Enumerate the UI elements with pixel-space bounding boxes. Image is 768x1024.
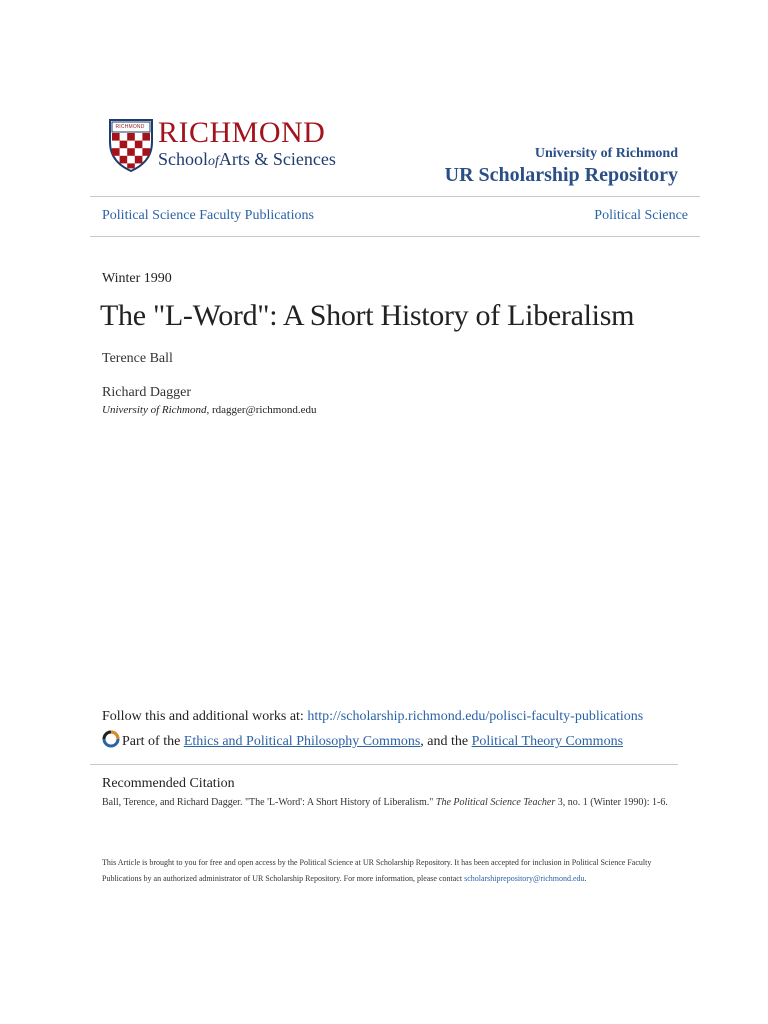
notice-text: This Article is brought to you for free and open access by the Political Science at UR Scholarship Repository. It has been accepted for inclusion in Political Science Faculty Publications by an authorized administrator of UR Scholarship Repository. For more information, please contact <box>102 858 652 883</box>
author-institution: University of Richmond <box>102 404 207 416</box>
shield-banner-text: RICHMOND <box>115 124 145 130</box>
citation-part-a: Ball, Terence, and Richard Dagger. "The 'L-Word': A Short History of Liberalism." <box>102 797 436 808</box>
divider-top <box>90 196 700 197</box>
logo-school-name <box>158 148 336 173</box>
divider-nav <box>90 236 700 237</box>
repository-branding[interactable] <box>445 145 678 187</box>
citation-heading: Recommended Citation <box>102 776 235 791</box>
author-affiliation <box>102 402 317 418</box>
contact-email-link[interactable]: scholarshiprepository@richmond.edu <box>464 874 585 883</box>
political-theory-commons-link[interactable]: Political Theory Commons <box>471 734 624 749</box>
collection-link[interactable]: Political Science Faculty Publications <box>102 208 314 223</box>
follow-url-link[interactable]: http://scholarship.richmond.edu/polisci-faculty-publications <box>307 709 644 724</box>
logo-sub-of: of <box>208 154 219 169</box>
part-of-line <box>102 730 623 752</box>
citation-text <box>102 796 672 810</box>
article-title: The "L-Word": A Short History of Liberalism <box>100 299 635 332</box>
richmond-logo[interactable] <box>108 118 358 174</box>
department-link[interactable]: Political Science <box>594 208 688 223</box>
notice-end: . <box>584 874 587 883</box>
author-email: , rdagger@richmond.edu <box>206 404 317 416</box>
and-the-label: , and the <box>420 734 472 749</box>
divider-citation <box>90 764 678 765</box>
ethics-commons-link[interactable]: Ethics and Political Philosophy Commons <box>183 734 421 749</box>
author-name: Terence Ball <box>102 351 173 366</box>
repo-name: UR Scholarship Repository <box>444 164 678 186</box>
citation-part-b: 3, no. 1 (Winter 1990): 1-6. <box>555 797 668 808</box>
access-notice <box>102 855 662 887</box>
author-name: Richard Dagger <box>102 385 192 400</box>
follow-line <box>102 707 643 727</box>
logo-wordmark: RICHMOND <box>158 116 326 149</box>
repo-university: University of Richmond <box>534 146 678 161</box>
commons-network-icon <box>102 730 120 748</box>
follow-label: Follow this and additional works at: <box>102 709 308 724</box>
citation-journal: The Political Science Teacher <box>435 797 556 808</box>
logo-sub-school: School <box>158 149 209 169</box>
logo-sub-arts: Arts & Sciences <box>218 149 336 169</box>
part-of-label: Part of the <box>122 734 184 749</box>
publication-date: Winter 1990 <box>102 271 172 286</box>
